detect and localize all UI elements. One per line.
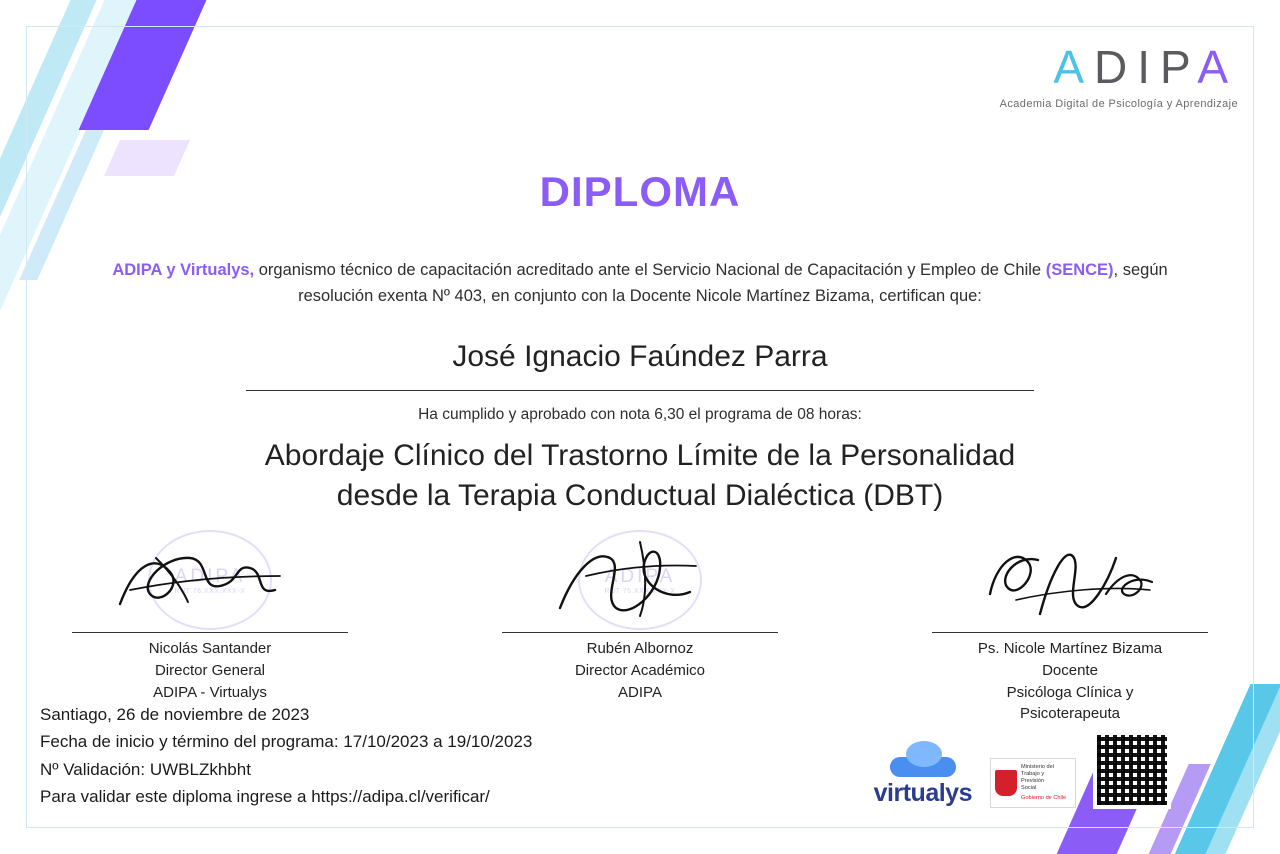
course-title-line-2: desde la Terapia Conductual Dialéctica (DBT): [336, 478, 944, 512]
virtualys-logo: [874, 743, 972, 808]
signature-block-2: [490, 524, 790, 725]
adipa-stamp-sub-1: RUT 76.XXX.XXX-X: [174, 587, 246, 595]
footer-validation-code: Nº Validación: UWBLZkhbht: [40, 759, 251, 779]
signature-role-2b: ADIPA: [618, 683, 662, 701]
footer-details: [40, 701, 532, 810]
footer-logo-row: [874, 732, 1170, 808]
footer-validate-url[interactable]: Para validar este diploma ingrese a https://adipa.cl/verificar/: [40, 786, 490, 806]
chile-shield-icon: [995, 770, 1017, 796]
cloud-icon: [886, 743, 960, 777]
virtualys-logo-name: virtualys: [873, 779, 972, 807]
signature-image-3: [920, 524, 1220, 632]
intro-text-1: organismo técnico de capacitación acreditado ante el Servicio Nacional de Capacitación y Empleo de Chile: [254, 261, 1046, 279]
handwritten-signature-icon-2: [490, 524, 790, 632]
intro-paragraph: [110, 258, 1170, 309]
page-title: DIPLOMA: [539, 168, 741, 215]
ministerio-logo-text: [1021, 764, 1066, 802]
signature-image-1: [60, 524, 360, 632]
handwritten-signature-icon-3: [920, 524, 1220, 632]
ministerio-line-2: Trabajo y: [1021, 771, 1045, 778]
signature-name-3: Ps. Nicole Martínez Bizama: [977, 640, 1163, 657]
signature-block-3: [920, 524, 1220, 725]
ministerio-logo: [990, 758, 1076, 808]
adipa-stamp-text-2: ADIPA: [604, 565, 676, 587]
ministerio-gobierno: Gobierno de Chile: [1021, 795, 1067, 802]
signature-role-3a: Docente: [1042, 661, 1098, 679]
adipa-stamp-sub-2: RUT 76.XXX.XXX-X: [604, 587, 676, 595]
signature-image-2: [490, 524, 790, 632]
course-title: [90, 436, 1190, 516]
adipa-logo-wordmark: ADIPA: [1053, 41, 1238, 93]
handwritten-signature-icon-1: [60, 524, 360, 632]
course-title-line-1: Abordaje Clínico del Trastorno Límite de la Personalidad: [264, 439, 1016, 472]
signature-rule-1: [72, 632, 348, 633]
adipa-logo: [999, 41, 1238, 110]
intro-sence: (SENCE): [1045, 261, 1114, 279]
ministerio-line-1: Ministerio del: [1021, 764, 1054, 771]
signature-rule-3: [932, 632, 1208, 633]
ministerio-line-4: Social: [1021, 785, 1037, 792]
signature-role-3c: Psicoterapeuta: [1019, 705, 1121, 723]
intro-text-2: , según resolución exenta Nº 403, en conjunto con la Docente Nicole Martínez Bizama, certifican que:: [298, 261, 1168, 305]
recipient-underline: [246, 390, 1034, 391]
signature-role-1a: Director General: [154, 661, 266, 679]
adipa-stamp-text-1: ADIPA: [174, 565, 246, 587]
signature-role-2a: Director Académico: [574, 661, 706, 679]
grade-line: Ha cumplido y aprobado con nota 6,30 el programa de 08 horas:: [418, 406, 862, 423]
qr-code[interactable]: [1094, 732, 1170, 808]
signature-role-1b: ADIPA - Virtualys: [153, 683, 267, 701]
signature-row: [60, 524, 1220, 725]
signature-role-3b: Psicóloga Clínica y: [1006, 683, 1134, 701]
recipient-name: José Ignacio Faúndez Parra: [452, 340, 828, 373]
intro-organization: ADIPA y Virtualys,: [112, 261, 255, 279]
footer-place-date: Santiago, 26 de noviembre de 2023: [40, 705, 310, 725]
signature-name-2: Rubén Albornoz: [586, 640, 694, 657]
signature-block-1: [60, 524, 360, 725]
signature-rule-2: [502, 632, 778, 633]
footer-program-dates: Fecha de inicio y término del programa: 17/10/2023 a 19/10/2023: [40, 732, 533, 752]
ministerio-line-3: Previsión: [1021, 778, 1045, 785]
adipa-logo-tagline: Academia Digital de Psicología y Aprendizaje: [999, 98, 1238, 110]
signature-name-1: Nicolás Santander: [148, 640, 272, 657]
